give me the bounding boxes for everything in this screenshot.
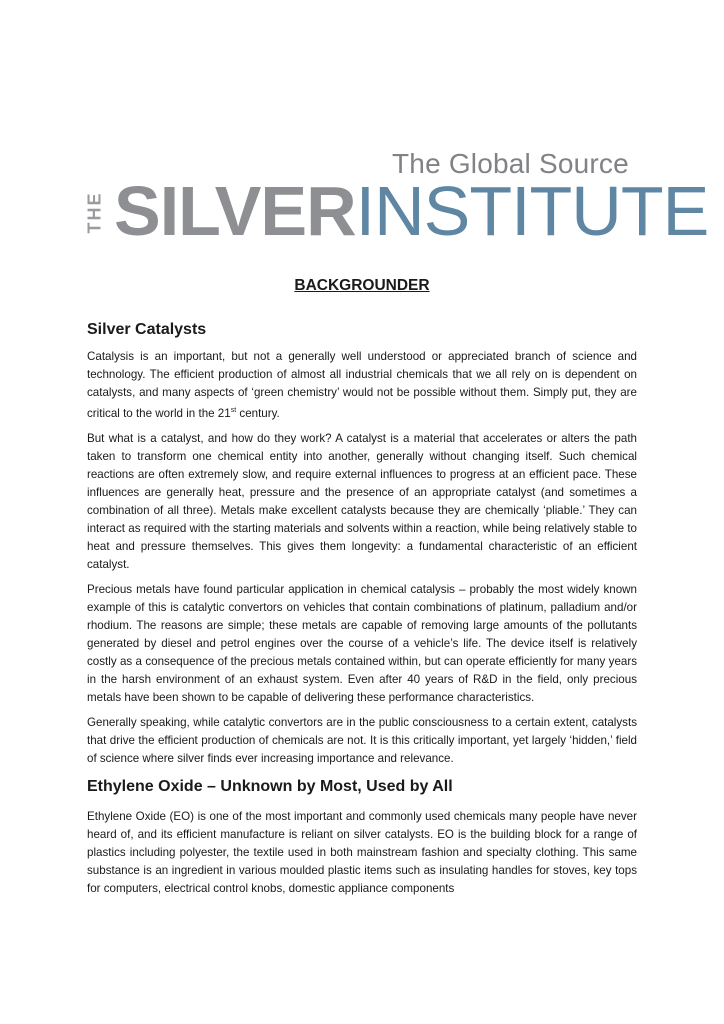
document-title: BACKGROUNDER (294, 277, 430, 294)
section-heading-silver-catalysts: Silver Catalysts (87, 321, 207, 338)
paragraph: But what is a catalyst, and how do they work? A catalyst is a material that accelerates or alters the path taken to transform one chemical entity into another, generally without changing itself. Such chemical reactions are often extremely slow, and require external influences to progress at an efficient pace. These influences are generally heat, pressure and the presence of an appropriate catalyst (and sometimes a combination of all three). Metals make excellent catalysts because they are chemically ‘pliable.’ They can interact as required with the starting materials and solvents within a reaction, while being relatively stable to heat and pressure themselves. This gives them longevity: a fundamental characteristic of an efficient catalyst. (87, 431, 637, 571)
silver-institute-logo (84, 146, 709, 250)
logo-institute: INSTITUTE (355, 172, 709, 250)
section-heading-ethylene-oxide: Ethylene Oxide – Unknown by Most, Used by All (87, 777, 453, 795)
superscript: st (230, 407, 237, 414)
paragraph (87, 348, 637, 423)
logo-the: THE (84, 191, 105, 234)
logo-tagline: The Global Source (392, 148, 629, 179)
paragraph: Ethylene Oxide (EO) is one of the most important and commonly used chemicals many people have never heard of, and its efficient manufacture is reliant on silver catalysts. EO is the building block for a range of plastics including polyester, the textile used in both mainstream fashion and specialty clothing. This same substance is an ingredient in various moulded plastic items such as insulating handles for stoves, key tops for computers, electrical control knobs, domestic appliance components (87, 809, 637, 895)
logo-silver: SILVER (114, 172, 356, 250)
paragraph-text-tail: century. (236, 406, 280, 420)
paragraph-text: Catalysis is an important, but not a generally well understood or appreciated branch of science and technology. The efficient production of almost all industrial chemicals that we all rely on is dependent on catalysts, and many aspects of ‘green chemistry’ would not be possible without them. Simply put, they are critical to the world in the 21 (87, 350, 637, 420)
paragraph: Generally speaking, while catalytic convertors are in the public consciousness to a certain extent, catalysts that drive the efficient production of chemicals are not. It is this critically important, yet largely ‘hidden,’ field of science where silver finds ever increasing importance and relevance. (87, 715, 637, 765)
logo-wordmark (114, 172, 709, 250)
paragraph: Precious metals have found particular application in chemical catalysis – probably the most widely known example of this is catalytic convertors on vehicles that contain combinations of platinum, palladium and/or rhodium. The reasons are simple; these metals are capable of removing large amounts of the pollutants generated by diesel and petrol engines over the course of a vehicle’s life. The device itself is relatively costly as a consequence of the precious metals contained within, but can operate efficiently for many years in the harsh environment of an exhaust system. Even after 40 years of R&D in the field, only precious metals have been shown to be capable of delivering these performance characteristics. (87, 582, 637, 704)
document-body (87, 262, 637, 905)
